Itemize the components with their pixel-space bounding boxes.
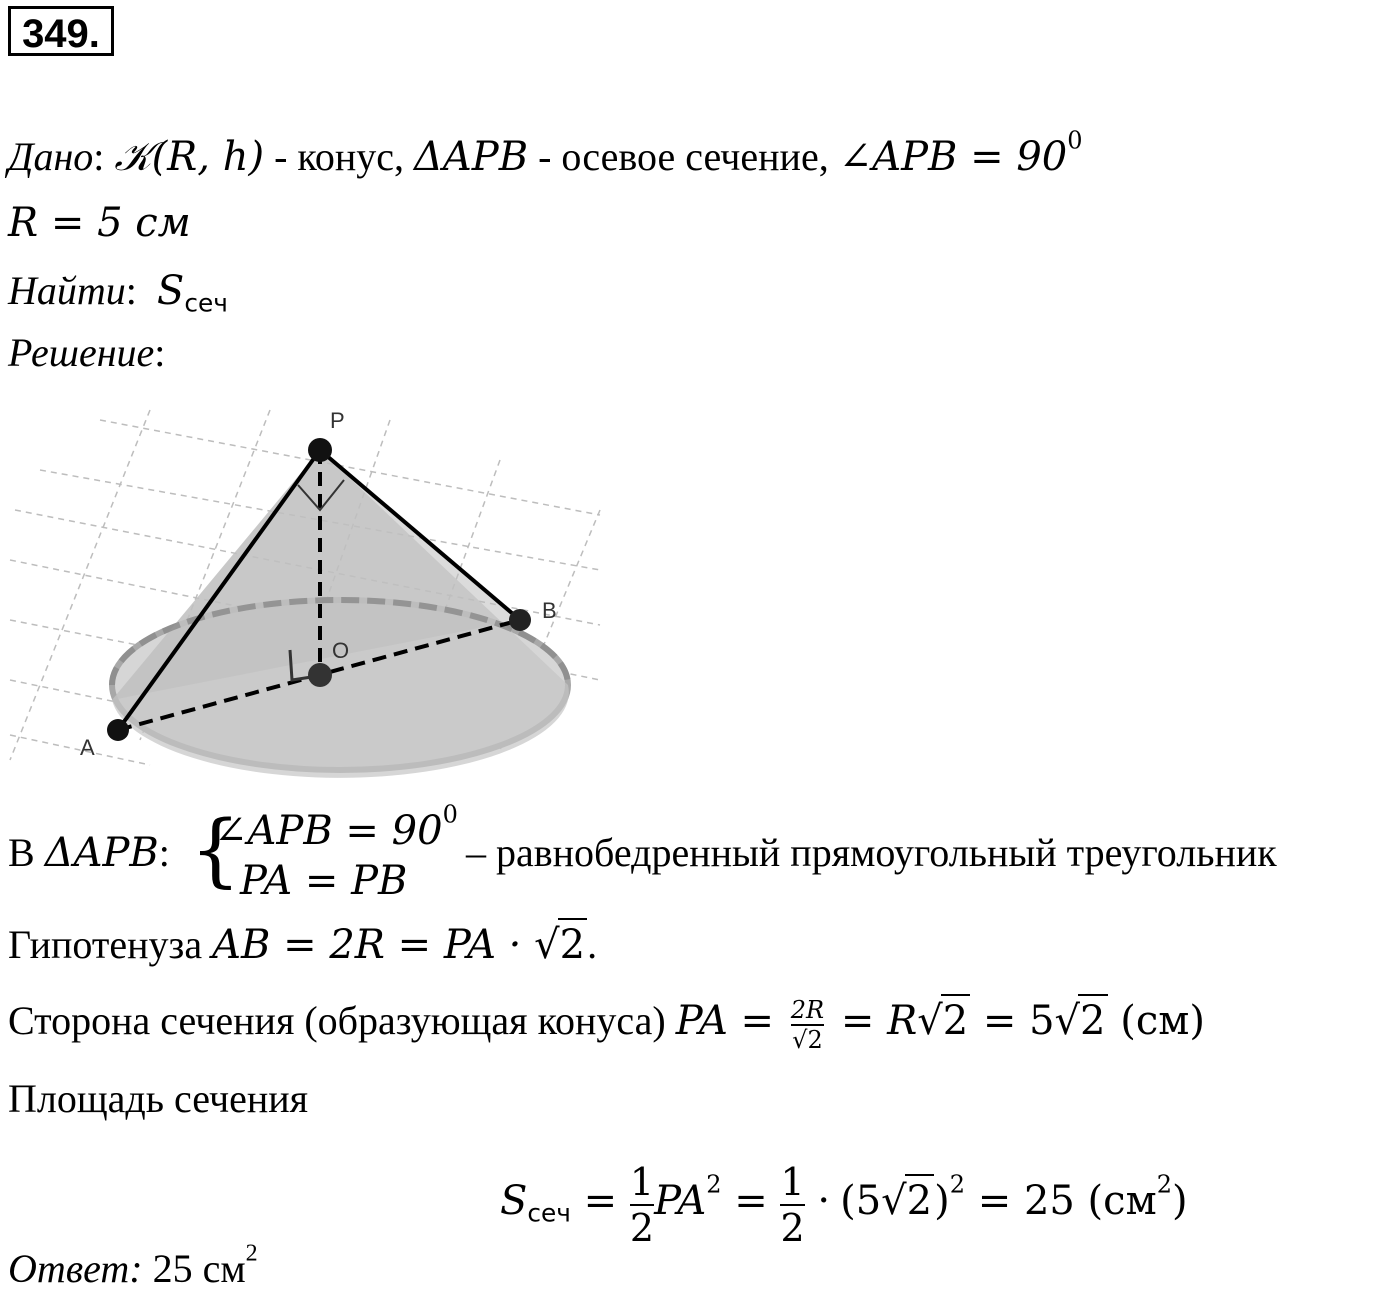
step3-line: Сторона сечения (образующая конуса) PA = $\frac{2R}{√2}$ = R√2 = 5√2 (см) bbox=[8, 995, 1205, 1054]
step4-half1 bbox=[630, 1160, 654, 1250]
step1-cond2: PA = PB bbox=[240, 858, 408, 904]
step2-formula: AB = 2R = PA · bbox=[212, 922, 535, 968]
find-label: Найти bbox=[8, 268, 126, 313]
step1-cond1-text: ∠APB = 90 bbox=[214, 808, 443, 854]
find-line: Найти: $S_{сеч}$ bbox=[8, 268, 228, 318]
step4-dot: · bbox=[804, 1178, 831, 1225]
step4-sqrt: 2 bbox=[905, 1174, 934, 1226]
step4-half2-num: 1 bbox=[780, 1160, 805, 1204]
step4-paren-sup: 2 bbox=[949, 1170, 965, 1199]
step4-paren: (5 bbox=[840, 1178, 882, 1225]
step3-rest2: = 5 bbox=[970, 998, 1055, 1044]
given-label: Дано bbox=[8, 134, 94, 179]
given-section: ΔAPB bbox=[414, 134, 529, 180]
step1-brace: { bbox=[190, 803, 241, 896]
step4-text: Площадь сечения bbox=[8, 1076, 309, 1121]
find-symbol: S bbox=[156, 268, 185, 314]
step4-result-sup: 2 bbox=[1156, 1170, 1172, 1199]
label-p: P bbox=[330, 408, 345, 433]
find-sub: сеч bbox=[184, 288, 228, 318]
step1-conclusion: – равнобедренный прямоугольный треугольник bbox=[466, 830, 1277, 875]
step1-triangle: ΔAPB bbox=[44, 830, 159, 876]
step2-line: Гипотенуза AB = 2R = PA · √2. bbox=[8, 918, 597, 970]
step1-prefix: В ΔAPB: bbox=[8, 830, 170, 876]
step4-half1-num: 1 bbox=[629, 1160, 655, 1204]
step1-cond1 bbox=[214, 800, 458, 856]
step4-sub: сеч bbox=[527, 1198, 571, 1228]
given-angle: ∠APB = 90 bbox=[838, 134, 1068, 180]
step4-half2-den: 2 bbox=[780, 1206, 805, 1250]
step4-pa: PA bbox=[654, 1178, 707, 1225]
step2-end: . bbox=[587, 922, 598, 967]
given-cone-text: - конус, bbox=[274, 134, 404, 179]
step4-formula: $S_{сеч}$ = $\frac{1}{2}$ $PA^2$ = $\frac{1}{2}$ · $(5√2)^2 = 25$ $(см^2)$ bbox=[500, 1160, 1188, 1250]
step4-s: S bbox=[500, 1178, 528, 1225]
step4-half1-den: 2 bbox=[629, 1206, 655, 1250]
step4-result-end: ) bbox=[1171, 1178, 1188, 1225]
step4-paren-close: ) bbox=[934, 1178, 950, 1225]
cone-figure bbox=[0, 400, 620, 800]
label-a: A bbox=[80, 735, 95, 760]
problem-number: 349. bbox=[8, 6, 114, 56]
point-p bbox=[308, 438, 332, 462]
point-b bbox=[509, 609, 531, 631]
solution-line: Решение: bbox=[8, 330, 166, 375]
label-b: B bbox=[542, 598, 557, 623]
step4-result: = 25 (см bbox=[965, 1178, 1157, 1225]
step4-eq2: = bbox=[721, 1178, 781, 1225]
answer-line: Ответ: 25 $см^2$ bbox=[8, 1240, 258, 1291]
given-section-text: - осевое сечение, bbox=[538, 134, 829, 179]
given-cone: 𝒦(R, h) bbox=[114, 134, 265, 180]
step3-unit: (см) bbox=[1107, 998, 1205, 1044]
step4-pa-sup: 2 bbox=[706, 1170, 722, 1199]
step4-eq1: = bbox=[570, 1178, 630, 1225]
step3-fraction bbox=[791, 996, 824, 1054]
point-o bbox=[308, 663, 332, 687]
answer-value: 25 см bbox=[152, 1246, 246, 1291]
point-a bbox=[107, 719, 129, 741]
answer-label: Ответ bbox=[8, 1246, 130, 1291]
step2-sqrt: 2 bbox=[558, 918, 587, 970]
given-line: Дано: 𝒦(R, h) - конус, ΔAPB - осевое сечение, ∠APB = $90^0$ bbox=[8, 126, 1083, 180]
step2-text: Гипотенуза bbox=[8, 922, 213, 967]
step3-text: Сторона сечения (образующая конуса) bbox=[8, 998, 676, 1043]
step3-sqrt1: 2 bbox=[941, 994, 970, 1046]
answer-sup: 2 bbox=[245, 1240, 258, 1267]
step4-half2 bbox=[780, 1160, 804, 1250]
given-radius: R = 5 см bbox=[8, 200, 191, 246]
step1-cond1-sup: 0 bbox=[442, 800, 458, 829]
step1-prefix-text: В bbox=[8, 830, 45, 875]
solution-label: Решение bbox=[8, 330, 155, 375]
step3-sqrt2: 2 bbox=[1078, 994, 1107, 1046]
given-angle-sup: 0 bbox=[1067, 126, 1083, 155]
step3-den: √2 bbox=[792, 1025, 823, 1054]
label-o: O bbox=[332, 638, 350, 663]
step3-lhs: PA = bbox=[675, 998, 787, 1044]
step3-num: 2R bbox=[790, 995, 825, 1024]
step3-rest1: = R bbox=[828, 998, 918, 1044]
